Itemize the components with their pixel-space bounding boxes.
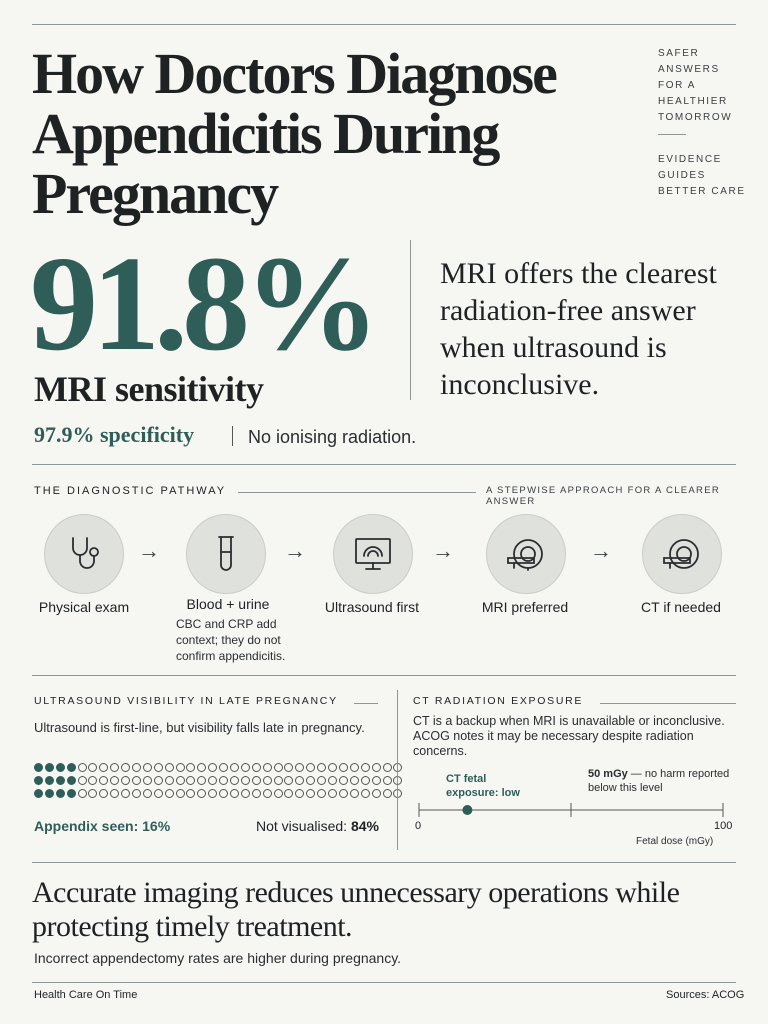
not-seen-dot <box>274 789 283 798</box>
closing-subline: Incorrect appendectomy rates are higher during pregnancy. <box>34 950 402 966</box>
not-seen-dot <box>208 763 217 772</box>
not-seen-dot <box>78 789 87 798</box>
hero-quote: MRI offers the clearest radiation-free answer when ultrasound is inconclusive. <box>440 257 717 401</box>
not-seen-dot <box>88 776 97 785</box>
visibility-dot-grid <box>34 763 403 802</box>
not-seen-dot <box>306 789 315 798</box>
pathway-subheading: A STEPWISE APPROACH FOR A CLEARER ANSWER <box>486 485 721 507</box>
not-seen-dot <box>361 763 370 772</box>
not-seen-dot <box>317 763 326 772</box>
threshold-label: 50 mGy — no harm reported below this level <box>588 768 730 794</box>
not-seen-dot <box>328 789 337 798</box>
not-seen-dot <box>88 763 97 772</box>
stat-separator <box>232 426 233 446</box>
not-seen-dot <box>110 789 119 798</box>
footer-right: Sources: ACOG <box>666 989 745 1001</box>
section-rule-2 <box>32 675 736 676</box>
not-seen-dot <box>99 776 108 785</box>
not-seen-dot <box>165 789 174 798</box>
seen-dot <box>45 789 54 798</box>
step-label: Blood + urine <box>186 596 270 612</box>
not-seen-dot <box>241 789 250 798</box>
not-seen-dot <box>121 789 130 798</box>
step-ct-circle <box>642 514 722 594</box>
ct-text: CT is a backup when MRI is unavailable or inconclusive. ACOG notes it may be necessary despite radiation concerns. <box>413 714 725 758</box>
not-seen-dot <box>284 763 293 772</box>
stat-label: MRI sensitivity <box>34 369 264 409</box>
ultrasound-monitor-icon <box>353 534 393 574</box>
hero-divider <box>410 240 411 400</box>
not-seen-dot <box>274 776 283 785</box>
top-rule <box>32 24 736 25</box>
not-seen-dot <box>99 789 108 798</box>
not-visualised-label: Not visualised: 84% <box>256 818 379 834</box>
big-stat: 91.8% <box>30 229 374 379</box>
ultrasound-heading-rule <box>354 703 378 704</box>
not-seen-dot <box>274 763 283 772</box>
side-tagline-2: EVIDENCE GUIDES BETTER CARE <box>658 154 746 197</box>
not-seen-dot <box>350 776 359 785</box>
footer-rule <box>32 982 736 983</box>
not-seen-dot <box>339 776 348 785</box>
not-seen-dot <box>263 776 272 785</box>
not-seen-dot <box>263 789 272 798</box>
not-seen-dot <box>383 776 392 785</box>
not-seen-dot <box>361 789 370 798</box>
seen-dot <box>67 789 76 798</box>
ultrasound-heading: ULTRASOUND VISIBILITY IN LATE PREGNANCY <box>34 695 338 707</box>
not-seen-dot <box>241 763 250 772</box>
ct-heading-rule <box>600 703 736 704</box>
appendix-seen-label: Appendix seen: 16% <box>34 818 171 834</box>
not-seen-dot <box>350 789 359 798</box>
lower-divider <box>397 690 398 850</box>
seen-dot <box>56 789 65 798</box>
not-seen-dot <box>121 776 130 785</box>
not-seen-dot <box>176 789 185 798</box>
step-label: Ultrasound first <box>324 599 420 615</box>
arrow-icon: → <box>138 538 160 563</box>
step-physical-exam-circle <box>44 514 124 594</box>
not-seen-dot <box>284 789 293 798</box>
not-seen-dot <box>372 763 381 772</box>
step-mri-circle <box>486 514 566 594</box>
not-seen-dot <box>132 789 141 798</box>
ct-dose-marker <box>462 805 472 815</box>
step-label: CT if needed <box>641 599 721 615</box>
ct-fetal-label: CT fetal exposure: low <box>446 773 520 799</box>
not-seen-dot <box>295 789 304 798</box>
not-seen-dot <box>132 776 141 785</box>
not-seen-dot <box>252 776 261 785</box>
not-seen-dot <box>317 776 326 785</box>
not-seen-dot <box>219 776 228 785</box>
seen-dot <box>45 776 54 785</box>
not-seen-dot <box>154 789 163 798</box>
step-label: MRI preferred <box>481 599 569 615</box>
seen-dot <box>34 789 43 798</box>
not-seen-dot <box>230 789 239 798</box>
not-seen-dot <box>208 776 217 785</box>
step-note: CBC and CRP add context; they do not confirm appendicitis. <box>176 617 286 663</box>
side-tagline-1: SAFER ANSWERS FOR A HEALTHIER TOMORROW <box>658 48 733 123</box>
not-seen-dot <box>339 763 348 772</box>
specificity-stat: 97.9% specificity <box>34 422 195 447</box>
not-seen-dot <box>350 763 359 772</box>
not-seen-dot <box>383 789 392 798</box>
not-seen-dot <box>328 776 337 785</box>
step-blood-urine-circle <box>186 514 266 594</box>
not-seen-dot <box>328 763 337 772</box>
not-seen-dot <box>99 763 108 772</box>
stethoscope-icon <box>64 534 104 574</box>
axis-unit-label: Fetal dose (mGy) <box>636 836 714 847</box>
not-seen-dot <box>176 763 185 772</box>
not-seen-dot <box>110 776 119 785</box>
not-seen-dot <box>208 789 217 798</box>
page-title: How Doctors Diagnose Appendicitis During Pregnancy <box>32 41 556 226</box>
step-ultrasound-circle <box>333 514 413 594</box>
not-seen-dot <box>284 776 293 785</box>
fetal-dose-axis <box>417 798 727 822</box>
seen-dot <box>45 763 54 772</box>
section-rule-1 <box>32 464 736 465</box>
seen-dot <box>67 763 76 772</box>
axis-min-label: 0 <box>415 820 422 832</box>
not-seen-dot <box>219 763 228 772</box>
not-seen-dot <box>154 763 163 772</box>
not-seen-dot <box>165 763 174 772</box>
not-seen-dot <box>88 789 97 798</box>
not-seen-dot <box>252 789 261 798</box>
not-seen-dot <box>372 776 381 785</box>
not-seen-dot <box>372 789 381 798</box>
ct-heading: CT RADIATION EXPOSURE <box>413 695 584 707</box>
seen-dot <box>67 776 76 785</box>
not-seen-dot <box>186 789 195 798</box>
not-seen-dot <box>143 763 152 772</box>
not-seen-dot <box>306 776 315 785</box>
not-seen-dot <box>176 776 185 785</box>
footer-left: Health Care On Time <box>34 989 138 1001</box>
not-seen-dot <box>263 763 272 772</box>
not-seen-dot <box>295 776 304 785</box>
not-seen-dot <box>219 789 228 798</box>
not-seen-dot <box>132 763 141 772</box>
not-seen-dot <box>197 776 206 785</box>
not-seen-dot <box>383 763 392 772</box>
section-rule-3 <box>32 862 736 863</box>
ct-scanner-icon <box>662 534 702 574</box>
not-seen-dot <box>197 789 206 798</box>
seen-dot <box>34 763 43 772</box>
step-label: Physical exam <box>38 599 130 615</box>
closing-headline: Accurate imaging reduces unnecessary operations while protecting timely treatment. <box>32 876 680 943</box>
not-seen-dot <box>110 763 119 772</box>
pathway-heading: THE DIAGNOSTIC PATHWAY <box>34 485 227 497</box>
not-seen-dot <box>317 789 326 798</box>
side-divider <box>658 134 686 135</box>
not-seen-dot <box>143 789 152 798</box>
not-seen-dot <box>78 776 87 785</box>
mri-scanner-icon <box>506 534 546 574</box>
not-seen-dot <box>295 763 304 772</box>
arrow-icon: → <box>284 538 306 563</box>
not-seen-dot <box>165 776 174 785</box>
not-seen-dot <box>186 763 195 772</box>
arrow-icon: → <box>432 538 454 563</box>
not-seen-dot <box>230 763 239 772</box>
not-seen-dot <box>252 763 261 772</box>
ultrasound-text: Ultrasound is first-line, but visibility falls late in pregnancy. <box>34 720 365 735</box>
not-seen-dot <box>143 776 152 785</box>
not-seen-dot <box>78 763 87 772</box>
not-seen-dot <box>339 789 348 798</box>
not-seen-dot <box>154 776 163 785</box>
arrow-icon: → <box>590 538 612 563</box>
not-seen-dot <box>361 776 370 785</box>
not-seen-dot <box>186 776 195 785</box>
seen-dot <box>56 776 65 785</box>
not-seen-dot <box>197 763 206 772</box>
not-seen-dot <box>241 776 250 785</box>
not-seen-dot <box>306 763 315 772</box>
test-tube-icon <box>206 534 246 574</box>
not-seen-dot <box>230 776 239 785</box>
seen-dot <box>56 763 65 772</box>
seen-dot <box>34 776 43 785</box>
pathway-heading-rule <box>238 492 476 493</box>
no-radiation-note: No ionising radiation. <box>248 427 417 447</box>
not-seen-dot <box>121 763 130 772</box>
axis-max-label: 100 <box>714 820 733 832</box>
